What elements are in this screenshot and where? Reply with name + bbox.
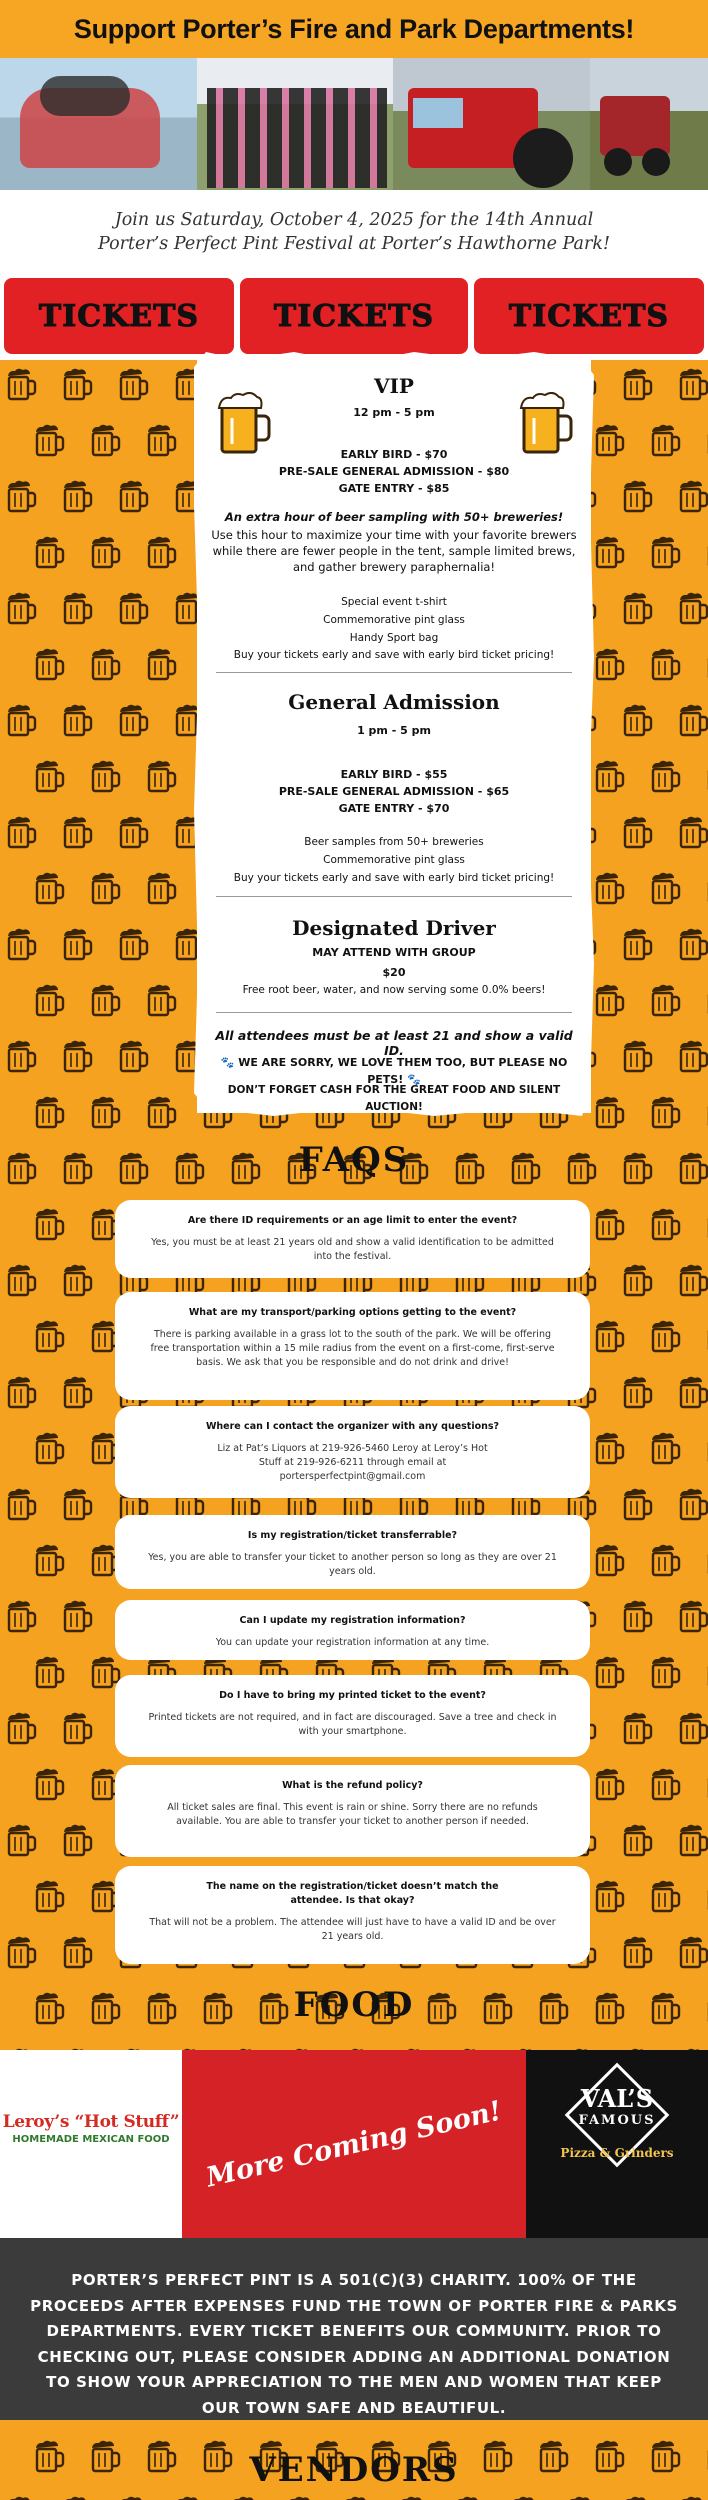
vip-perk: Handy Sport bag [349,632,439,644]
beer-mug-icon [36,1657,63,1687]
beer-mug-icon [624,1825,651,1855]
top-banner [0,0,708,58]
ga-perk-note: Buy your tickets early and save with early bird ticket pricing! [233,872,555,884]
beer-mug-icon [64,1041,91,1071]
beer-mug-icon [64,1601,91,1631]
beer-mug-icon [680,1937,707,1967]
beer-mug-icon [92,649,119,679]
beer-mug-icon [8,1825,35,1855]
photo-utility-vehicle [590,58,708,190]
beer-mug-icon [36,1433,63,1463]
beer-mug-icon [652,873,679,903]
beer-mug-icon [120,705,147,735]
faq-question: Can I update my registration information? [239,1615,466,1626]
beer-mug-icon [64,481,91,511]
beer-mug-icon [120,929,147,959]
beer-mug-icon [8,929,35,959]
beer-mug-icon [624,705,651,735]
charity-text: PORTER’S PERFECT PINT IS A 501(C)(3) CHARITY. 100% OF THE PROCEEDS AFTER EXPENSES FUND THE TOWN OF PORTER FIRE & PARKS DEPARTMENTS. EVERY TICKET BENEFITS OUR COMMUNITY. PRIOR TO CHECKING OUT, PLEASE CONSIDER ADDING AN ADDITIONAL DONATION TO SHOW YOUR APPRECIATION TO THE MEN AND WOMEN THAT KEEP OUR TOWN SAFE AND BEAUTIFUL. [30,2271,678,2417]
dd-title: Designated Driver [292,916,496,940]
beer-mug-icon [596,985,623,1015]
beer-mug-icon [64,1489,91,1519]
coming-soon-text: More Coming Soon! [203,2094,505,2194]
faq-question: Is my registration/ticket transferrable? [247,1530,458,1541]
vals-logo [526,2050,708,2238]
leroys-name: Leroy’s “Hot Stuff” [2,2112,180,2132]
vip-perk-note: Buy your tickets early and save with early bird ticket pricing! [233,649,555,661]
beer-mug-icon [624,817,651,847]
beer-mug-icon [680,1265,707,1295]
beer-mug-icon [596,1769,623,1799]
beer-mug-icon [680,1377,707,1407]
beer-mug-icon [64,593,91,623]
beer-mug-icon [120,481,147,511]
tickets-banner [0,272,708,360]
beer-mug-icon [652,1545,679,1575]
page-title: Support Porter’s Fire and Park Departments! [73,13,635,44]
beer-mug-icon [596,1321,623,1351]
beer-mug-icon [36,1209,63,1239]
faq-question: Do I have to bring my printed ticket to the event? [219,1690,486,1701]
beer-mug-icon [652,1657,679,1687]
ga-price-presale: PRE-SALE GENERAL ADMISSION - $65 [278,785,510,798]
beer-mug-icon [92,1657,119,1687]
beer-mug-icon [148,1097,175,1127]
beer-mug-icon [92,873,119,903]
ga-price-early: EARLY BIRD - $55 [340,768,448,781]
beer-mug-icon [680,593,707,623]
beer-mug-icon [680,705,707,735]
faq-item [115,1675,590,1757]
faq-answer: Yes, you must be at least 21 years old and show a valid identification to be admitted into the festival. [151,1237,554,1262]
divider [216,896,572,897]
faqs-heading: FAQS [298,1140,410,1180]
vip-perk: Special event t-shirt [341,596,447,608]
beer-mug-icon [652,985,679,1015]
faq-item [115,1515,590,1589]
beer-mug-icon [8,369,35,399]
beer-mug-icon [624,1601,651,1631]
vip-price-early: EARLY BIRD - $70 [340,448,448,461]
photo-strip [0,58,708,190]
beer-mug-icon [36,1545,63,1575]
beer-mug-icon [120,369,147,399]
faq-item [115,1866,590,1964]
beer-mug-icon [624,929,651,959]
beer-mug-icon [680,369,707,399]
faq-item [115,1600,590,1660]
beer-mug-icon [596,1433,623,1463]
age-note: All attendees must be at least 21 and show a valid ID. [215,1028,573,1058]
beer-mug-icon [680,1489,707,1519]
vip-title: VIP [374,374,414,398]
beer-mug-icon [596,425,623,455]
beer-mug-icon [596,761,623,791]
beer-mug-icon [652,1209,679,1239]
beer-mug-icon [36,425,63,455]
beer-mug-icon [652,761,679,791]
cash-note: DON’T FORGET CASH FOR THE GREAT FOOD AND SILENT AUCTION! [227,1084,561,1113]
beer-mug-icon [652,1097,679,1127]
beer-mug-icon [64,1265,91,1295]
beer-mug-icon [652,537,679,567]
beer-mug-icon [624,1489,651,1519]
vip-perk: Commemorative pint glass [323,614,465,626]
ga-time: 1 pm - 5 pm [357,724,431,737]
beer-mug-icon [36,985,63,1015]
intro-line-2: Porter’s Perfect Pint Festival at Porter’s Hawthorne Park! [98,234,610,254]
beer-mug-icon [92,761,119,791]
beer-mug-icon [8,1601,35,1631]
paw-icon: 🐾 [220,1056,239,1069]
vals-name: VAL’S [580,2084,654,2113]
faq-question: What is the refund policy? [282,1780,423,1791]
faq-question: What are my transport/parking options getting to the event? [188,1307,517,1318]
beer-mug-icon [680,481,707,511]
divider [216,672,572,673]
more-coming-soon [182,2050,526,2238]
beer-mug-icon [64,369,91,399]
beer-mug-icon [36,1769,63,1799]
faq-answer: That will not be a problem. The attendee will just have to have a valid ID and be over 21 years old. [149,1917,556,1942]
beer-mug-icon [148,425,175,455]
beer-mug-icon [596,649,623,679]
vendors-heading: VENDORS [249,2450,459,2490]
faq-item [115,1200,590,1278]
beer-mug-icon [652,1433,679,1463]
event-intro [0,190,708,272]
faq-question: Are there ID requirements or an age limit to enter the event? [187,1215,518,1226]
beer-mug-icon [64,1713,91,1743]
beer-mug-icon [680,1713,707,1743]
faq-answer: All ticket sales are final. This event is rain or shine. Sorry there are no refunds available. You are able to transfer your ticket to another person if needed. [167,1802,538,1827]
leroys-sub: HOMEMADE MEXICAN FOOD [12,2134,170,2145]
beer-mug-icon [624,1937,651,1967]
beer-mug-icon [652,1321,679,1351]
beer-mug-icon [596,1881,623,1911]
beer-mug-icon [8,705,35,735]
beer-mug-icon [92,985,119,1015]
beer-mug-icon [36,649,63,679]
beer-mug-icon [596,873,623,903]
ga-perk: Commemorative pint glass [323,854,465,866]
beer-mug-icon [8,593,35,623]
food-vendors [0,2050,708,2238]
divider [216,1012,572,1013]
beer-mug-icon [64,705,91,735]
faq-answer: There is parking available in a grass lot to the south of the park. We will be offering free transportation within a 15 mile radius from the event on a first-come, first-serve basis. We ask that you be responsible and do not drink and drive! [150,1329,555,1368]
beer-mug-icon [148,873,175,903]
beer-mug-icon [596,1657,623,1687]
vip-price-gate: GATE ENTRY - $85 [338,482,450,495]
vals-famous: FAMOUS [578,2113,656,2128]
faq-question: The name on the registration/ticket doesn’t match the attendee. Is that okay? [206,1881,499,1906]
paw-icon: 🐾 [403,1073,421,1086]
beer-mug-icon [92,425,119,455]
faq-item [115,1292,590,1400]
faq-answer: Printed tickets are not required, and in fact are discouraged. Save a tree and check in with your smartphone. [148,1712,557,1737]
beer-mug-icon [148,761,175,791]
ga-price-gate: GATE ENTRY - $70 [338,802,450,815]
beer-mug-icon [652,649,679,679]
ticket-stub-1 [4,278,234,354]
beer-mug-icon [120,1041,147,1071]
vals-sub: Pizza & Grinders [560,2146,674,2160]
vip-highlight: An extra hour of beer sampling with 50+ breweries! [224,510,564,524]
beer-mug-icon [624,1713,651,1743]
beer-mug-icon [148,537,175,567]
beer-mug-icon [652,425,679,455]
faq-item [115,1406,590,1498]
beer-mug-icon [624,369,651,399]
beer-mug-icon [624,1377,651,1407]
beer-mug-icon [8,1713,35,1743]
beer-mug-icon [680,1601,707,1631]
vip-desc-2: while there are fewer people in the tent, sample limited brews, [212,544,576,558]
food-heading: FOOD [293,1985,415,2025]
beer-mug-icon [148,985,175,1015]
dd-perk: Free root beer, water, and now serving some 0.0% beers! [242,984,546,996]
photo-water-rescue [0,58,197,190]
beer-mug-icon [64,1377,91,1407]
beer-mug-icon [36,873,63,903]
vip-desc-1: Use this hour to maximize your time with your favorite brewers [211,528,577,542]
intro-line-1: Join us Saturday, October 4, 2025 for the 14th Annual [114,210,594,230]
faq-question: Where can I contact the organizer with any questions? [205,1421,500,1432]
beer-mug-icon [8,1489,35,1519]
beer-mug-icon [596,537,623,567]
dd-price: $20 [382,966,406,979]
beer-mug-icon [8,817,35,847]
beer-mug-icon [596,1545,623,1575]
vip-desc-3: and gather brewery paraphernalia! [292,560,496,574]
dd-sub: MAY ATTEND WITH GROUP [312,946,476,959]
ticket-stub-label: TICKETS [508,298,670,334]
beer-mug-icon [652,1769,679,1799]
ticket-details-card [200,358,588,1113]
beer-mug-icon [596,1209,623,1239]
beer-mug-icon [680,1825,707,1855]
beer-mug-icon [680,1041,707,1071]
ga-perk: Beer samples from 50+ breweries [304,836,484,848]
beer-mug-icon [92,1097,119,1127]
pets-note-text: WE ARE SORRY, WE LOVE THEM TOO, BUT PLEASE NO PETS! [238,1056,568,1086]
beer-mug-icon [120,817,147,847]
beer-mug-icon [64,817,91,847]
ticket-stub-label: TICKETS [38,298,200,334]
faq-answer: You can update your registration information at any time. [215,1637,490,1648]
beer-mug-icon [64,1937,91,1967]
charity-note [0,2238,708,2420]
beer-mug-icon [680,817,707,847]
vip-time: 12 pm - 5 pm [353,406,435,419]
beer-mug-icon [36,761,63,791]
beer-mug-icon [596,1097,623,1127]
beer-mug-icon [36,1321,63,1351]
beer-mug-icon [8,1937,35,1967]
ga-title: General Admission [288,690,500,714]
beer-mug-icon [624,1041,651,1071]
beer-mug-icon [8,1041,35,1071]
beer-mug-icon [92,537,119,567]
beer-mug-icon [36,537,63,567]
beer-mug-icon [36,1097,63,1127]
leroys-logo [0,2050,182,2238]
beer-mug-icon [680,929,707,959]
ticket-stub-2 [240,278,468,354]
beer-mug-icon [36,1881,63,1911]
beer-mug-icon [8,481,35,511]
beer-mug-icon [8,1377,35,1407]
beer-mug-icon [64,929,91,959]
faq-answer: Liz at Pat’s Liquors at 219-926-5460 Leroy at Leroy’s Hot Stuff at 219-926-6211 through email at portersperfectpint@gmail.com [217,1443,488,1482]
beer-mug-icon [64,1825,91,1855]
photo-fire-truck [393,58,590,190]
ticket-stub-label: TICKETS [273,298,435,334]
beer-mug-icon [148,649,175,679]
beer-mug-icon [624,1265,651,1295]
faq-item [115,1765,590,1857]
beer-mug-icon [120,593,147,623]
ticket-stub-3 [474,278,704,354]
faq-answer: Yes, you are able to transfer your ticket to another person so long as they are over 21 years old. [148,1552,557,1577]
vip-price-presale: PRE-SALE GENERAL ADMISSION - $80 [278,465,510,478]
photo-firefighters-group [197,58,394,190]
beer-mug-icon [8,1265,35,1295]
beer-mug-icon [624,481,651,511]
beer-mug-icon [652,1881,679,1911]
beer-mug-icon [624,593,651,623]
